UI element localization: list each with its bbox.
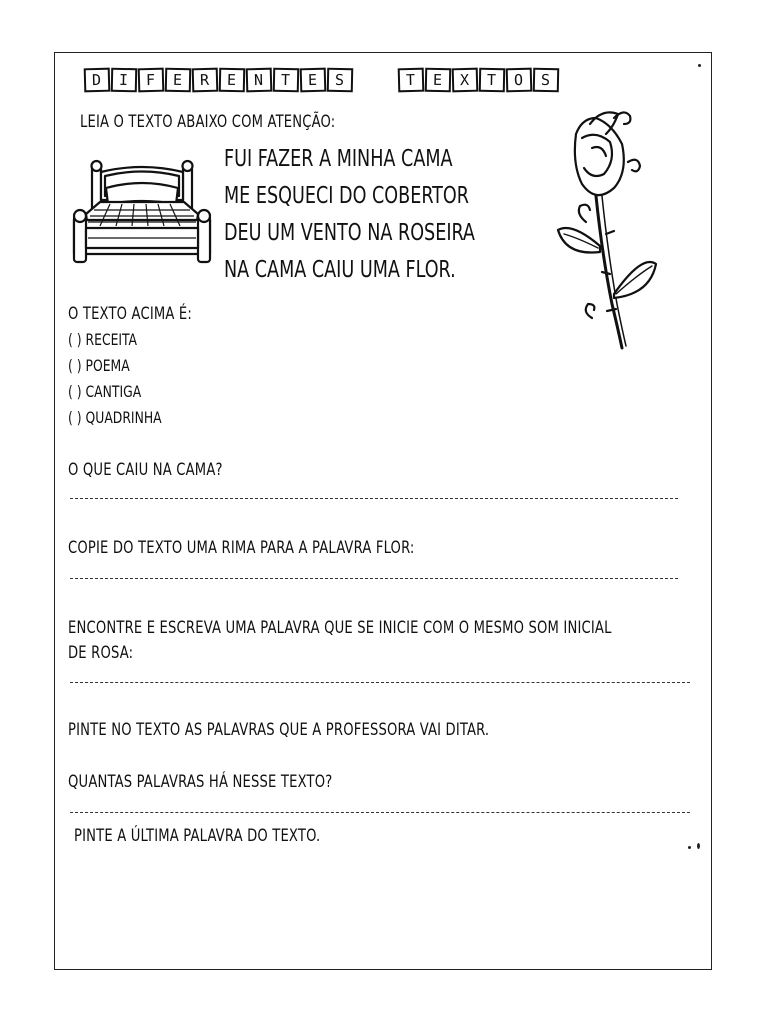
question-text-ditar: PINTE NO TEXTO AS PALAVRAS QUE A PROFESSORA VAI DITAR. xyxy=(68,720,490,740)
speck xyxy=(697,843,700,849)
answer-line[interactable] xyxy=(70,682,690,683)
option-receita[interactable]: ( ) RECEITA xyxy=(68,330,138,349)
title-letter: R xyxy=(192,68,219,93)
answer-line[interactable] xyxy=(70,578,678,579)
option-poema[interactable]: ( ) POEMA xyxy=(68,356,130,375)
title-letter: I xyxy=(111,68,137,93)
title-letter: O xyxy=(506,68,533,93)
title-letter: E xyxy=(300,68,327,93)
poem-line: DEU UM VENTO NA ROSEIRA xyxy=(224,220,475,246)
title-letter: X xyxy=(452,68,479,93)
title-letter: S xyxy=(533,68,559,93)
title-letter: E xyxy=(219,68,245,93)
question-text-quantas: QUANTAS PALAVRAS HÁ NESSE TEXTO? xyxy=(68,772,333,792)
poem-line: ME ESQUECI DO COBERTOR xyxy=(224,183,469,209)
title-letter: T xyxy=(398,68,425,93)
title-word-diferentes xyxy=(84,68,354,92)
speck xyxy=(698,64,701,67)
title-letter: N xyxy=(246,68,273,93)
title-letter: E xyxy=(425,68,451,93)
speck xyxy=(688,846,691,849)
option-quadrinha[interactable]: ( ) QUADRINHA xyxy=(68,408,162,427)
rose-icon xyxy=(552,104,662,354)
title-word-textos xyxy=(398,68,560,92)
option-cantiga[interactable]: ( ) CANTIGA xyxy=(68,382,142,401)
poem-line: FUI FAZER A MINHA CAMA xyxy=(224,146,453,172)
instruction-text: LEIA O TEXTO ABAIXO COM ATENÇÃO: xyxy=(80,112,336,132)
title-letter: F xyxy=(138,68,165,93)
question-text-type: O TEXTO ACIMA É: xyxy=(68,304,193,324)
title-letter: D xyxy=(84,68,111,93)
answer-line[interactable] xyxy=(70,812,690,813)
question-text-som-inicial: ENCONTRE E ESCREVA UMA PALAVRA QUE SE INICIE COM O MESMO SOM INICIAL xyxy=(68,618,612,638)
title-letter: S xyxy=(327,68,353,93)
question-text-som-inicial-cont: DE ROSA: xyxy=(68,643,134,663)
title-letter: E xyxy=(165,68,191,93)
title-letter: T xyxy=(479,68,505,93)
question-text-cama: O QUE CAIU NA CAMA? xyxy=(68,460,223,480)
answer-line[interactable] xyxy=(70,498,678,499)
question-text-rima: COPIE DO TEXTO UMA RIMA PARA A PALAVRA FLOR: xyxy=(68,538,415,558)
bed-icon xyxy=(70,158,215,270)
title-letter: T xyxy=(273,68,299,93)
question-text-ultima: PINTE A ÚLTIMA PALAVRA DO TEXTO. xyxy=(74,826,321,846)
poem-line: NA CAMA CAIU UMA FLOR. xyxy=(224,257,456,283)
worksheet-title xyxy=(84,66,560,94)
